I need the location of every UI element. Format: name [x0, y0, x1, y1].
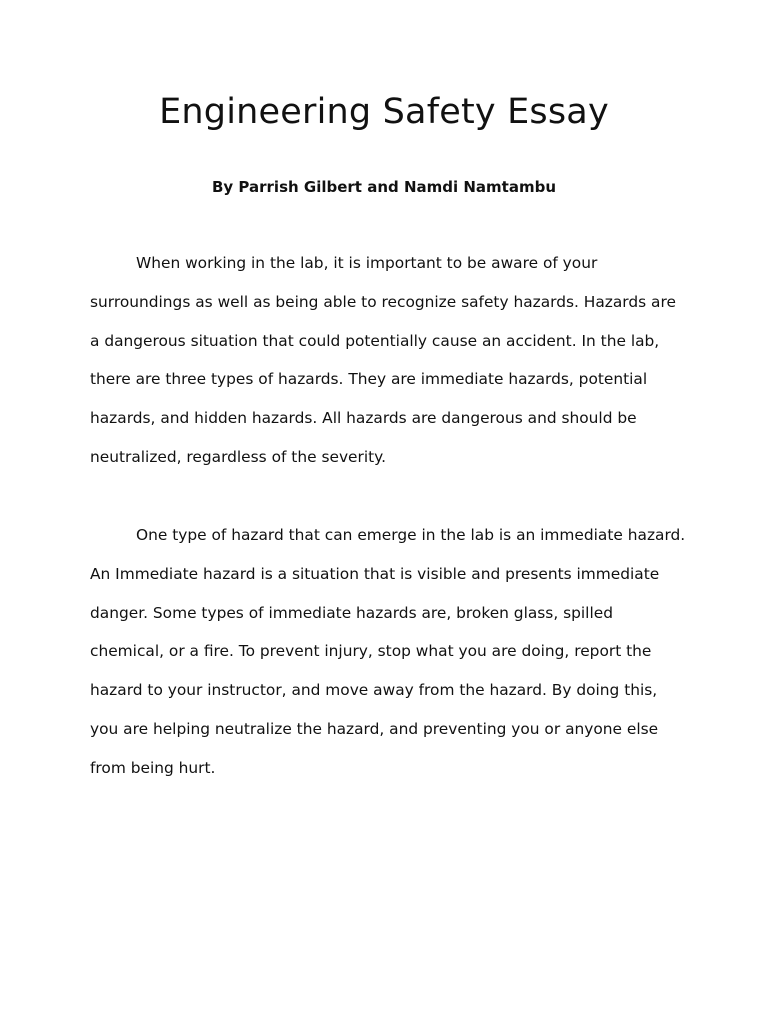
paragraph-immediate-hazards: One type of hazard that can emerge in the lab is an immediate hazard. An Immediate hazard is a situation that is visible and presents immediate danger. Some types of immediate hazards are, broken glass, spilled chemical, or a fire. To prevent injury, stop what you are doing, report the hazard to your instructor, and move away from the hazard. By doing this, you are helping neutralize the hazard, and preventing you or anyone else from being hurt.	[90, 526, 686, 777]
document-title: Engineering Safety Essay	[159, 92, 609, 132]
paragraph-intro: When working in the lab, it is important to be aware of your surroundings as well as being able to recognize safety hazards. Hazards are a dangerous situation that could potentially cause an accident. In the lab, there are three types of hazards. They are immediate hazards, potential hazards, and hidden hazards. All hazards are dangerous and should be neutralized, regardless of the severity.	[90, 254, 676, 466]
author-byline: By Parrish Gilbert and Namdi Namtambu	[211, 178, 557, 196]
